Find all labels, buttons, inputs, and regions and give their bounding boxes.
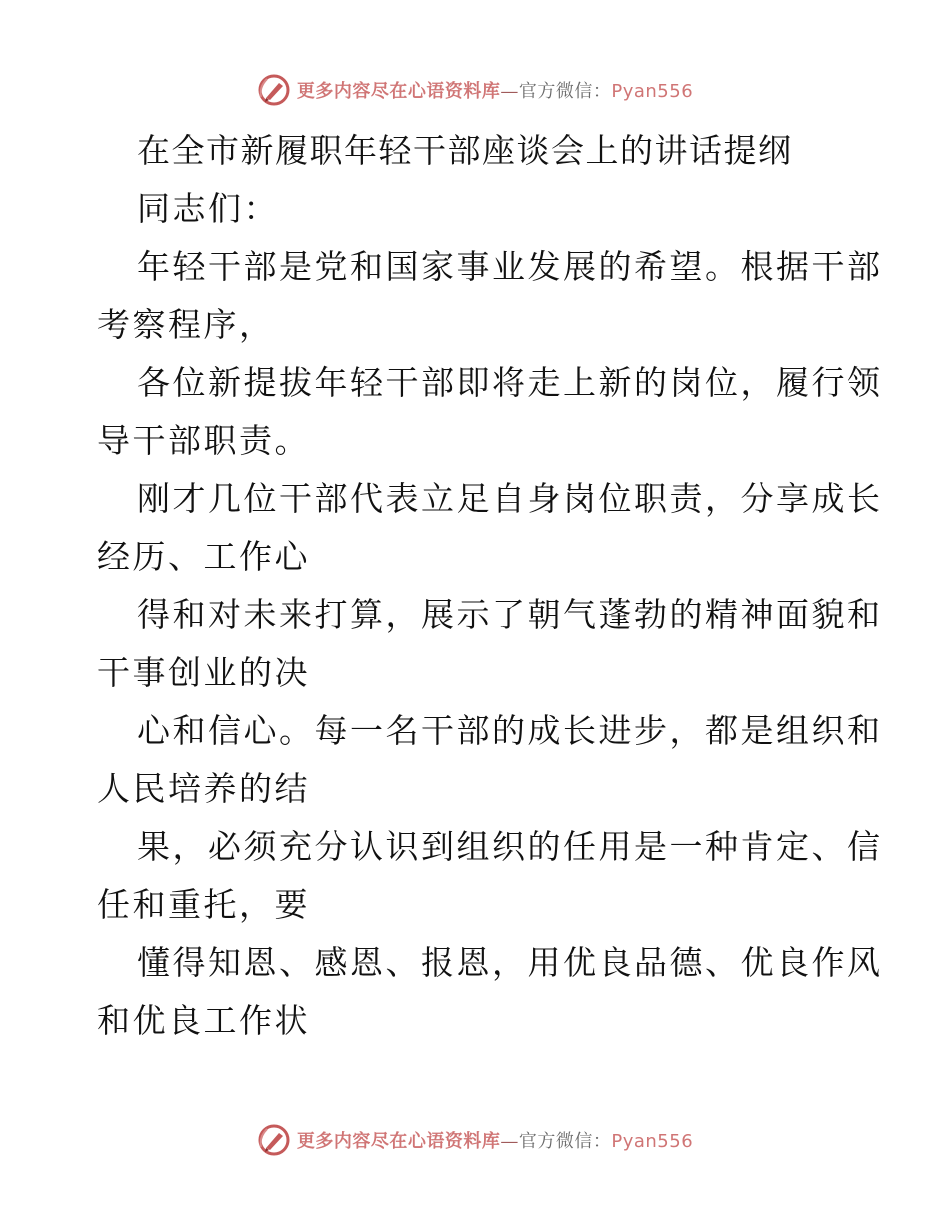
watermark-wechat-id: Pyan556 xyxy=(611,1131,694,1152)
watermark-label: 官方微信： xyxy=(518,1131,612,1152)
watermark-brand: 更多内容尽在心语资料库 xyxy=(296,81,501,102)
paragraph-line: 刚才几位干部代表立足自身岗位职责，分享成长 xyxy=(137,479,883,518)
footer-watermark xyxy=(0,1120,950,1160)
paragraph-line: 心和信心。每一名干部的成长进步，都是组织和 xyxy=(137,711,883,750)
watermark-wechat-id: Pyan556 xyxy=(611,81,694,102)
watermark-separator: — xyxy=(500,1131,519,1152)
watermark-separator: — xyxy=(500,81,519,102)
paragraph-line: 导干部职责。 xyxy=(97,421,310,460)
pen-circle-logo-icon xyxy=(257,73,291,107)
paragraph-line: 人民培养的结 xyxy=(97,769,310,808)
watermark-label: 官方微信： xyxy=(518,81,612,102)
paragraph-line: 和优良工作状 xyxy=(97,1001,310,1040)
header-watermark xyxy=(0,70,950,110)
paragraph-line: 得和对未来打算，展示了朝气蓬勃的精神面貌和 xyxy=(137,595,883,634)
paragraph-line: 懂得知恩、感恩、报恩，用优良品德、优良作风 xyxy=(137,943,883,982)
document-title: 在全市新履职年轻干部座谈会上的讲话提纲 xyxy=(137,131,793,170)
pen-circle-logo-icon xyxy=(257,1123,291,1157)
paragraph-line: 干事创业的决 xyxy=(97,653,310,692)
paragraph-line: 任和重托，要 xyxy=(97,885,310,924)
paragraph-line: 各位新提拔年轻干部即将走上新的岗位，履行领 xyxy=(137,363,883,402)
paragraph-line: 年轻干部是党和国家事业发展的希望。根据干部 xyxy=(137,247,883,286)
watermark-text xyxy=(297,1127,693,1153)
paragraph-line: 果，必须充分认识到组织的任用是一种肯定、信 xyxy=(137,827,883,866)
document-body xyxy=(97,122,883,1050)
paragraph-line: 考察程序， xyxy=(97,305,275,344)
watermark-text xyxy=(297,77,693,103)
watermark-brand: 更多内容尽在心语资料库 xyxy=(296,1131,501,1152)
salutation: 同志们： xyxy=(137,189,279,228)
paragraph-line: 经历、工作心 xyxy=(97,537,310,576)
